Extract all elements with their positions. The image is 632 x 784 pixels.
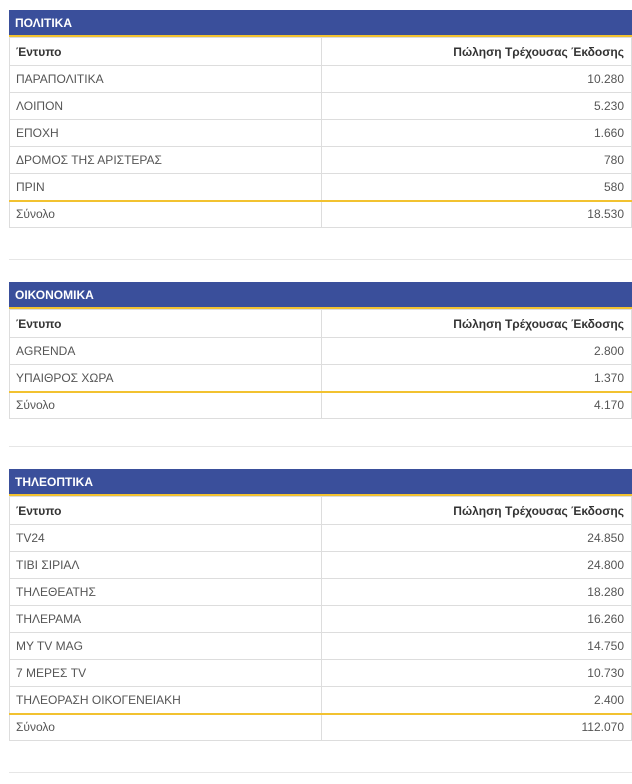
column-header-publication: Έντυπο	[10, 310, 322, 338]
column-header-sales: Πώληση Τρέχουσας Έκδοσης	[322, 38, 632, 66]
sales-value: 24.800	[322, 552, 632, 579]
total-value: 18.530	[322, 201, 632, 228]
total-label: Σύνολο	[10, 392, 322, 419]
publication-name: ΥΠΑΙΘΡΟΣ ΧΩΡΑ	[10, 365, 322, 392]
table-row	[10, 660, 632, 687]
column-header-publication: Έντυπο	[10, 38, 322, 66]
total-value: 4.170	[322, 392, 632, 419]
total-label: Σύνολο	[10, 714, 322, 741]
publication-name: 7 ΜΕΡΕΣ TV	[10, 660, 322, 687]
section-tileoptika	[9, 469, 632, 741]
publication-name: MY TV MAG	[10, 633, 322, 660]
sales-value: 24.850	[322, 525, 632, 552]
publication-name: ΤΗΛΕΘΕΑΤΗΣ	[10, 579, 322, 606]
table-row	[10, 579, 632, 606]
table-row	[10, 525, 632, 552]
section-divider	[9, 772, 632, 773]
table-header-row	[10, 38, 632, 66]
total-row	[10, 392, 632, 419]
table-row	[10, 120, 632, 147]
total-value: 112.070	[322, 714, 632, 741]
sales-value: 10.730	[322, 660, 632, 687]
table-row	[10, 338, 632, 365]
table-row	[10, 633, 632, 660]
section-divider	[9, 446, 632, 447]
sales-value: 2.800	[322, 338, 632, 365]
publication-name: ΤΙΒΙ ΣΙΡΙΑΛ	[10, 552, 322, 579]
publication-name: ΕΠΟΧΗ	[10, 120, 322, 147]
sales-table	[9, 496, 632, 741]
sales-value: 10.280	[322, 66, 632, 93]
table-row	[10, 147, 632, 174]
publication-name: ΛΟΙΠΟΝ	[10, 93, 322, 120]
sales-value: 580	[322, 174, 632, 201]
sales-value: 1.370	[322, 365, 632, 392]
section-politika	[9, 10, 632, 228]
publication-name: ΤΗΛΕΟΡΑΣΗ ΟΙΚΟΓΕΝΕΙΑΚΗ	[10, 687, 322, 714]
table-row	[10, 93, 632, 120]
column-header-publication: Έντυπο	[10, 497, 322, 525]
column-header-sales: Πώληση Τρέχουσας Έκδοσης	[322, 497, 632, 525]
sales-value: 780	[322, 147, 632, 174]
section-oikonomika	[9, 282, 632, 419]
table-row	[10, 66, 632, 93]
sales-table	[9, 37, 632, 228]
section-title: ΠΟΛΙΤΙΚΑ	[9, 10, 632, 37]
sales-value: 16.260	[322, 606, 632, 633]
column-header-sales: Πώληση Τρέχουσας Έκδοσης	[322, 310, 632, 338]
publication-name: ΔΡΟΜΟΣ ΤΗΣ ΑΡΙΣΤΕΡΑΣ	[10, 147, 322, 174]
publication-name: AGRENDA	[10, 338, 322, 365]
publication-name: ΤΗΛΕΡΑΜΑ	[10, 606, 322, 633]
publication-name: ΠΑΡΑΠΟΛΙΤΙΚΑ	[10, 66, 322, 93]
sales-value: 14.750	[322, 633, 632, 660]
sales-value: 18.280	[322, 579, 632, 606]
section-divider	[9, 259, 632, 260]
table-row	[10, 365, 632, 392]
sales-value: 2.400	[322, 687, 632, 714]
section-title: ΟΙΚΟΝΟΜΙΚΑ	[9, 282, 632, 309]
total-row	[10, 201, 632, 228]
publication-name: ΠΡΙΝ	[10, 174, 322, 201]
sales-value: 1.660	[322, 120, 632, 147]
total-label: Σύνολο	[10, 201, 322, 228]
total-row	[10, 714, 632, 741]
table-row	[10, 174, 632, 201]
sales-table	[9, 309, 632, 419]
table-row	[10, 606, 632, 633]
table-header-row	[10, 310, 632, 338]
publication-name: TV24	[10, 525, 322, 552]
section-title: ΤΗΛΕΟΠΤΙΚΑ	[9, 469, 632, 496]
table-row	[10, 552, 632, 579]
table-header-row	[10, 497, 632, 525]
table-row	[10, 687, 632, 714]
sales-value: 5.230	[322, 93, 632, 120]
